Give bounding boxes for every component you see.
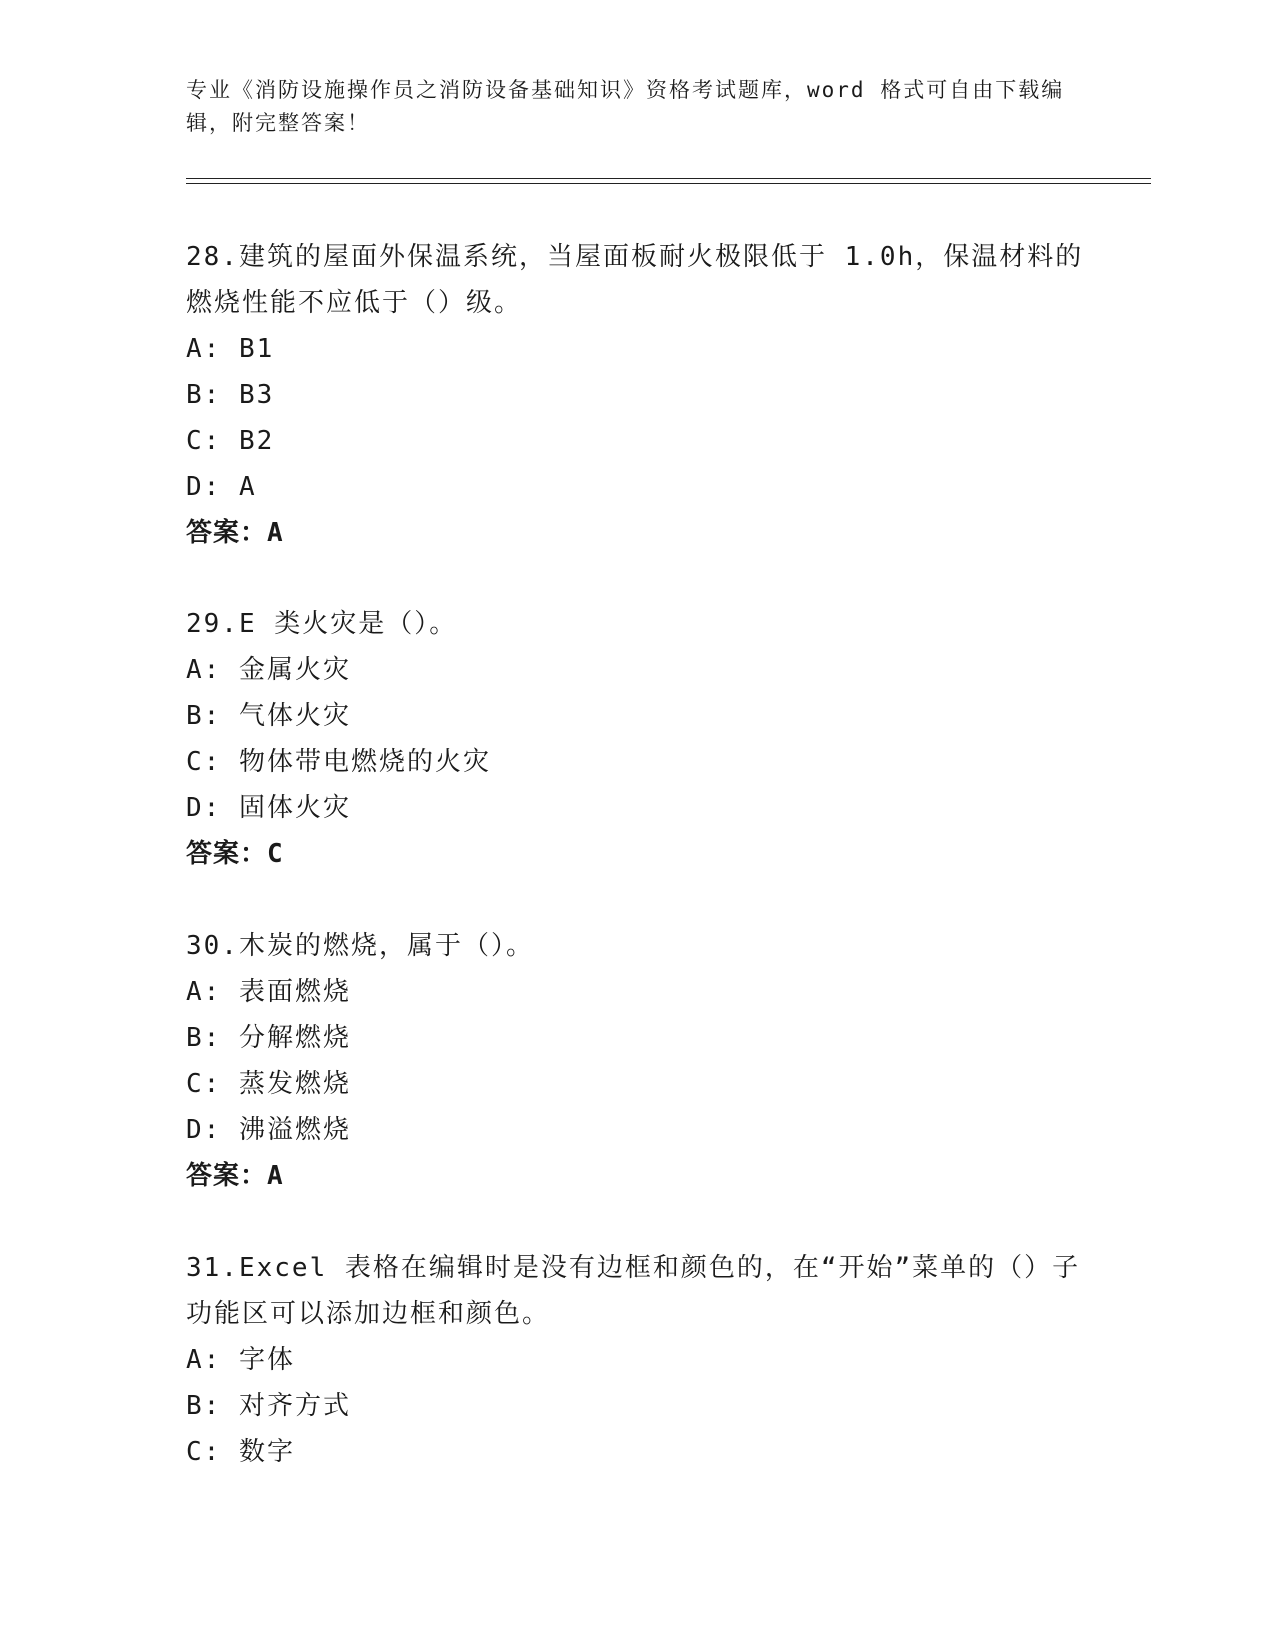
option-b: B: 对齐方式 — [186, 1391, 351, 1421]
question-text: 30.木炭的燃烧，属于（）。 — [186, 931, 534, 961]
option-d: D: A — [186, 472, 257, 502]
option-c: C: B2 — [186, 426, 275, 456]
option-d: D: 沸溢燃烧 — [186, 1115, 351, 1145]
option-d: D: 固体火灾 — [186, 793, 351, 823]
option-c: C: 蒸发燃烧 — [186, 1069, 351, 1099]
question-31 — [186, 1245, 1086, 1475]
option-c: C: 物体带电燃烧的火灾 — [186, 747, 491, 777]
answer-label: 答案：A — [186, 1161, 284, 1191]
document-header: 专业《消防设施操作员之消防设备基础知识》资格考试题库，word 格式可自由下载编辑，附完整答案！ — [186, 78, 1065, 135]
option-b: B: 气体火灾 — [186, 701, 351, 731]
option-b: B: 分解燃烧 — [186, 1023, 351, 1053]
question-text: 29.E 类火灾是（）。 — [186, 609, 458, 639]
question-29 — [186, 601, 1086, 877]
header-divider-bottom — [186, 183, 1151, 184]
answer-label: 答案：C — [186, 839, 284, 869]
header-divider-top — [186, 178, 1151, 179]
question-text: 31.Excel 表格在编辑时是没有边框和颜色的，在“开始”菜单的（）子功能区可以添加边框和颜色。 — [186, 1253, 1081, 1329]
option-a: A: 金属火灾 — [186, 655, 351, 685]
option-c: C: 数字 — [186, 1437, 295, 1467]
option-b: B: B3 — [186, 380, 275, 410]
option-a: A: B1 — [186, 334, 275, 364]
option-a: A: 字体 — [186, 1345, 295, 1375]
question-text: 28.建筑的屋面外保温系统，当屋面板耐火极限低于 1.0h，保温材料的燃烧性能不应低于（）级。 — [186, 242, 1084, 318]
answer-label: 答案：A — [186, 518, 284, 548]
question-30 — [186, 923, 1086, 1199]
option-a: A: 表面燃烧 — [186, 977, 351, 1007]
question-28 — [186, 234, 1086, 556]
